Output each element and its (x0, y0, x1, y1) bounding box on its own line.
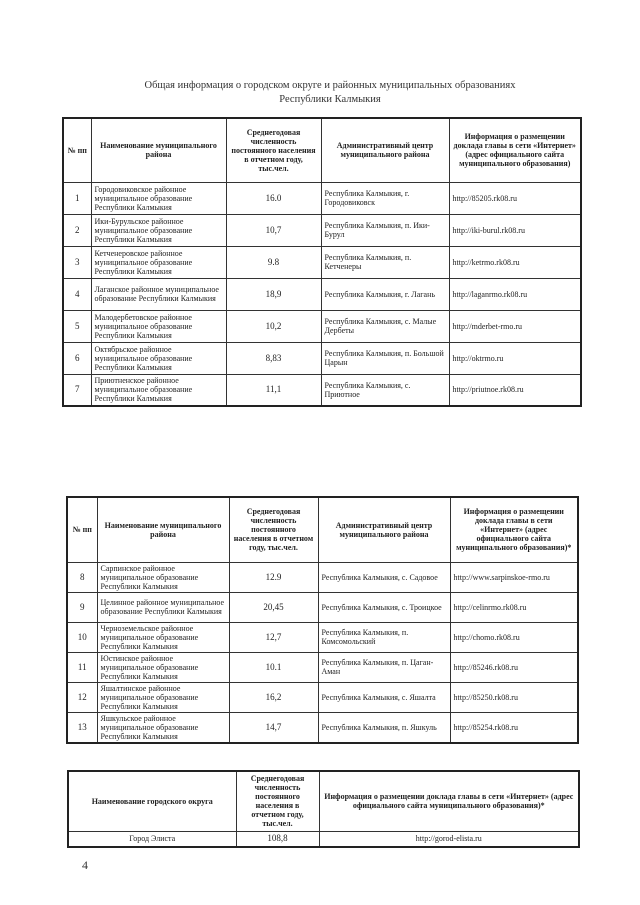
table-row (63, 246, 581, 278)
population-value: 14,7 (229, 712, 318, 743)
population-value: 108,8 (236, 831, 319, 847)
population-value: 10,7 (226, 214, 321, 246)
table-row (63, 278, 581, 310)
admin-center: Республика Калмыкия, с. Садовое (318, 562, 450, 592)
admin-center: Республика Калмыкия, п. Цаган-Аман (318, 652, 450, 682)
row-number: 13 (67, 712, 97, 743)
district-name: Яшкульское районное муниципальное образование Республики Калмыкия (97, 712, 229, 743)
table-row (63, 374, 581, 406)
table-row (67, 562, 578, 592)
col-header-population: Среднегодовая численность постоянного населения в отчетном году, тыс.чел. (226, 118, 321, 182)
col-header-num: № пп (63, 118, 91, 182)
city-district-table (67, 770, 580, 848)
row-number: 11 (67, 652, 97, 682)
website-url: http://gorod-elista.ru (319, 831, 579, 847)
website-url: http://laganrmo.rk08.ru (449, 278, 581, 310)
row-number: 2 (63, 214, 91, 246)
population-value: 10,2 (226, 310, 321, 342)
document-title (110, 79, 550, 107)
col-header-name: Наименование городского округа (68, 771, 236, 831)
row-number: 8 (67, 562, 97, 592)
row-number: 7 (63, 374, 91, 406)
table-header-row (67, 497, 578, 562)
table-row (67, 592, 578, 622)
district-name: Юстинское районное муниципальное образование Республики Калмыкия (97, 652, 229, 682)
admin-center: Республика Калмыкия, п. Яшкуль (318, 712, 450, 743)
website-url: http://85254.rk08.ru (450, 712, 578, 743)
table-row (67, 622, 578, 652)
website-url: http://85205.rk08.ru (449, 182, 581, 214)
col-header-info: Информация о размещении доклада главы в сети «Интернет» (адрес официального сайта муниципального образования) (449, 118, 581, 182)
district-name: Октябрьское районное муниципальное образование Республики Калмыкия (91, 342, 226, 374)
title-line-1: Общая информация о городском округе и районных муниципальных образованиях (144, 80, 516, 91)
website-url: http://chomo.rk08.ru (450, 622, 578, 652)
website-url: http://oktrmo.ru (449, 342, 581, 374)
population-value: 20,45 (229, 592, 318, 622)
row-number: 9 (67, 592, 97, 622)
col-header-info: Информация о размещении доклада главы в сети «Интернет» (адрес официального сайта муниципального образования)* (319, 771, 579, 831)
website-url: http://mderbet-rmo.ru (449, 310, 581, 342)
district-name: Приютненское районное муниципальное образование Республики Калмыкия (91, 374, 226, 406)
population-value: 9.8 (226, 246, 321, 278)
admin-center: Республика Калмыкия, г. Лагань (321, 278, 449, 310)
table-row (67, 682, 578, 712)
col-header-population: Среднегодовая численность постоянного населения в отчетном году, тыс.чел. (229, 497, 318, 562)
district-name: Черноземельское районное муниципальное образование Республики Калмыкия (97, 622, 229, 652)
col-header-name: Наименование муниципального района (91, 118, 226, 182)
title-line-2: Республики Калмыкия (279, 94, 381, 105)
population-value: 16,2 (229, 682, 318, 712)
admin-center: Республика Калмыкия, с. Яшалта (318, 682, 450, 712)
admin-center: Республика Калмыкия, п. Комсомольский (318, 622, 450, 652)
row-number: 5 (63, 310, 91, 342)
city-name: Город Элиста (68, 831, 236, 847)
website-url: http://iki-burul.rk08.ru (449, 214, 581, 246)
population-value: 11,1 (226, 374, 321, 406)
district-name: Кетченеровское районное муниципальное образование Республики Калмыкия (91, 246, 226, 278)
district-name: Ики-Бурульское районное муниципальное образование Республики Калмыкия (91, 214, 226, 246)
population-value: 12.9 (229, 562, 318, 592)
website-url: http://85246.rk08.ru (450, 652, 578, 682)
district-name: Целинное районное муниципальное образование Республики Калмыкия (97, 592, 229, 622)
col-header-center: Административный центр муниципального района (321, 118, 449, 182)
population-value: 18,9 (226, 278, 321, 310)
page-number: 4 (82, 858, 88, 872)
row-number: 4 (63, 278, 91, 310)
population-value: 10.1 (229, 652, 318, 682)
table-header-row (68, 771, 579, 831)
district-name: Яшалтинское районное муниципальное образование Республики Калмыкия (97, 682, 229, 712)
district-name: Сарпинское районное муниципальное образование Республики Калмыкия (97, 562, 229, 592)
row-number: 10 (67, 622, 97, 652)
col-header-info: Информация о размещении доклада главы в сети «Интернет» (адрес официального сайта муниципального образования)* (450, 497, 578, 562)
col-header-population: Среднегодовая численность постоянного населения в отчетном году, тыс.чел. (236, 771, 319, 831)
row-number: 1 (63, 182, 91, 214)
table-row (67, 652, 578, 682)
table-row (63, 182, 581, 214)
row-number: 3 (63, 246, 91, 278)
website-url: http://ketrmo.rk08.ru (449, 246, 581, 278)
col-header-name: Наименование муниципального района (97, 497, 229, 562)
admin-center: Республика Калмыкия, с. Малые Дербеты (321, 310, 449, 342)
row-number: 12 (67, 682, 97, 712)
districts-table-2 (66, 496, 579, 744)
table-row (67, 712, 578, 743)
admin-center: Республика Калмыкия, с. Приютное (321, 374, 449, 406)
admin-center: Республика Калмыкия, п. Ики-Бурул (321, 214, 449, 246)
admin-center: Республика Калмыкия, с. Троицкое (318, 592, 450, 622)
table-row (63, 310, 581, 342)
row-number: 6 (63, 342, 91, 374)
admin-center: Республика Калмыкия, г. Городовиковск (321, 182, 449, 214)
population-value: 16.0 (226, 182, 321, 214)
district-name: Малодербетовское районное муниципальное образование Республики Калмыкия (91, 310, 226, 342)
admin-center: Республика Калмыкия, п. Большой Царын (321, 342, 449, 374)
website-url: http://85250.rk08.ru (450, 682, 578, 712)
table-row (68, 831, 579, 847)
col-header-center: Административный центр муниципального района (318, 497, 450, 562)
admin-center: Республика Калмыкия, п. Кетченеры (321, 246, 449, 278)
col-header-num: № пп (67, 497, 97, 562)
districts-table-1 (62, 117, 582, 407)
website-url: http://priutnoe.rk08.ru (449, 374, 581, 406)
table-row (63, 214, 581, 246)
district-name: Городовиковское районное муниципальное образование Республики Калмыкия (91, 182, 226, 214)
population-value: 8,83 (226, 342, 321, 374)
website-url: http://www.sarpinskoe-rmo.ru (450, 562, 578, 592)
district-name: Лаганское районное муниципальное образование Республики Калмыкия (91, 278, 226, 310)
table-row (63, 342, 581, 374)
population-value: 12,7 (229, 622, 318, 652)
table-header-row (63, 118, 581, 182)
website-url: http://celinrmo.rk08.ru (450, 592, 578, 622)
